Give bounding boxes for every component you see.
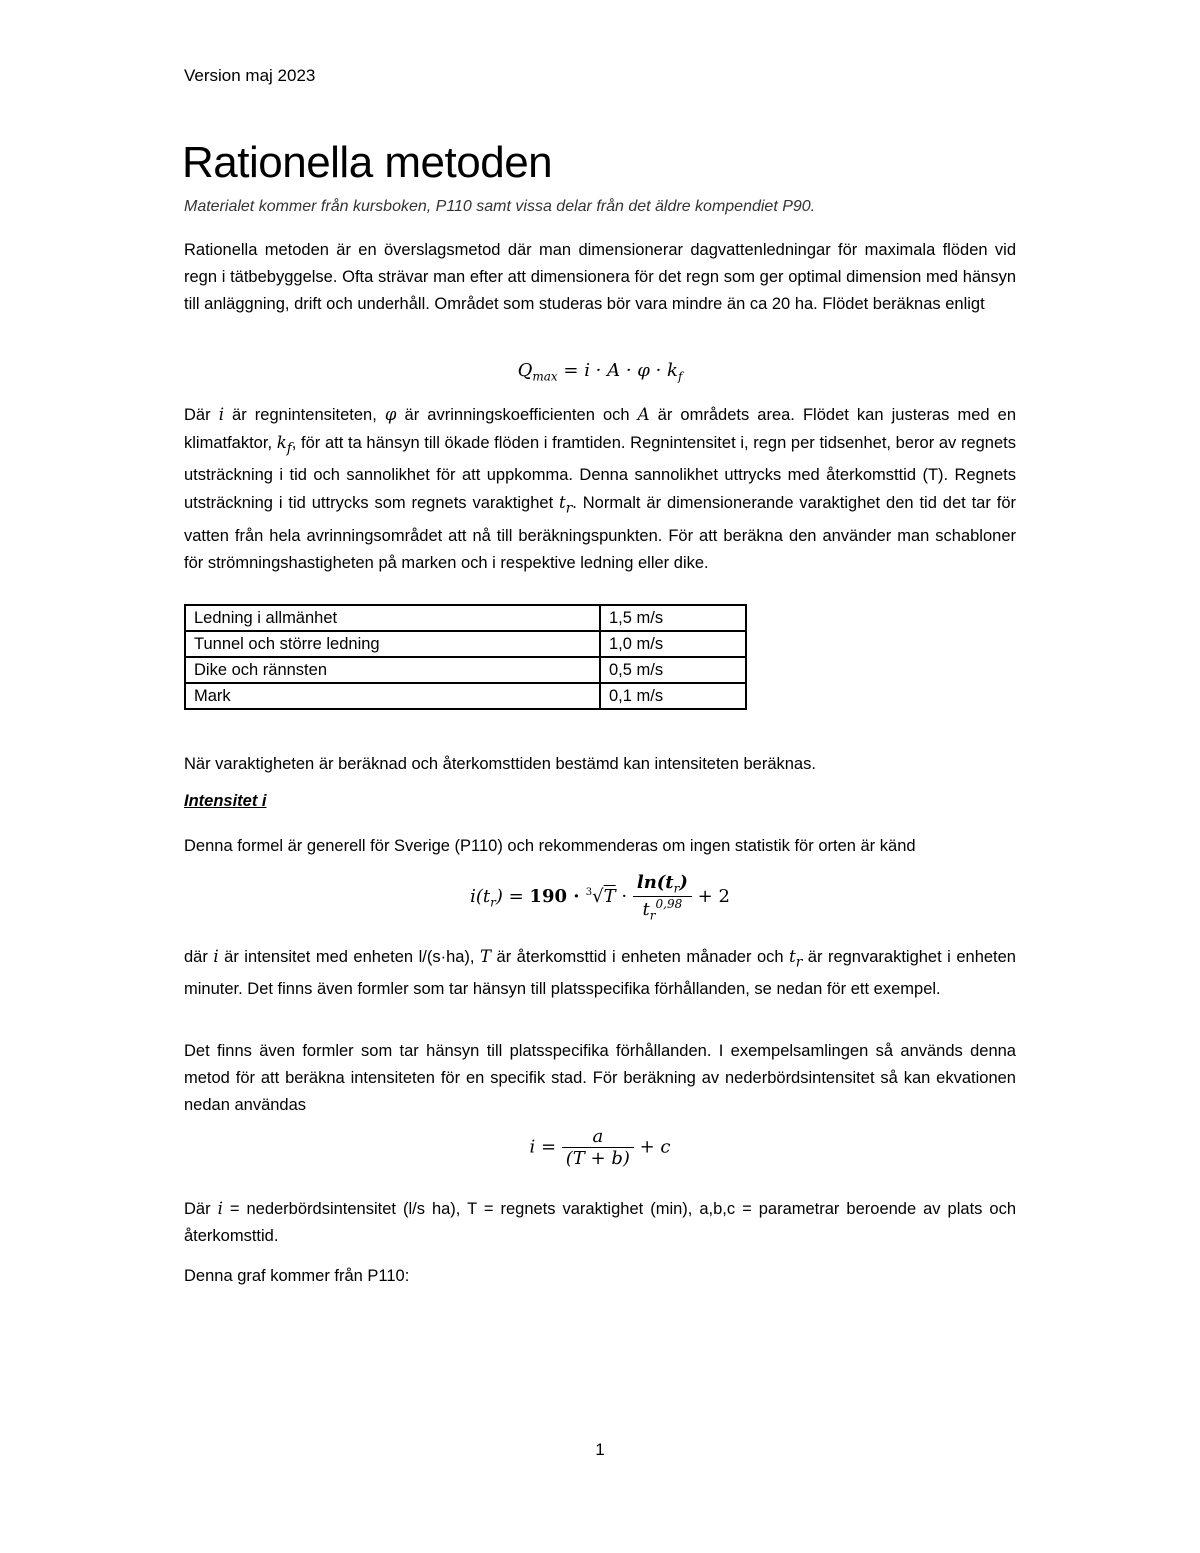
eq2-denominator (633, 897, 692, 923)
math-k: k (276, 433, 287, 452)
table-cell-label: Ledning i allmänhet (185, 605, 600, 631)
math-tr-sub: r (795, 954, 803, 971)
math-i: i (218, 405, 224, 424)
intensity-heading: Intensitet i (184, 792, 267, 810)
math-t: T (480, 947, 492, 966)
math-k-sub: f (286, 440, 292, 457)
eq2-num-end: ) (679, 872, 688, 893)
eq3-tail: + c (639, 1136, 671, 1158)
table-cell-value: 1,5 m/s (600, 605, 746, 631)
paragraph-site-specific: Det finns även formler som tar hänsyn till platsspecifika förhållanden. I exempelsamlingen så används denna metod för att beräkna intensiteten för en specifik stad. För beräkning av nederbördsintensitet så kan ekvationen nedan användas (184, 1042, 1016, 1114)
eq2-den: t (642, 898, 650, 920)
page-title: Rationella metoden (182, 138, 553, 187)
table-row (185, 631, 746, 657)
equation-qmax (0, 360, 1200, 384)
eq2-num-sub: r (673, 881, 680, 896)
equation-intensity (0, 872, 1200, 922)
text: . Normalt är dimensionerande varaktighet den tid det tar för vatten från hela avrinningsområdet att nå till beräkningspunkten. För att beräkna den använder man schabloner för strömningshastigheten på marken och i respektive ledning eller dike. (184, 494, 1016, 572)
eq2-fraction (633, 872, 692, 922)
table-cell-label: Tunnel och större ledning (185, 631, 600, 657)
paragraph-graph-source: Denna graf kommer från P110: (184, 1267, 410, 1285)
eq1-rhs: = i · A · φ · k (563, 360, 678, 381)
eq3-denominator: (T + b) (565, 1148, 630, 1169)
version-header: Version maj 2023 (184, 66, 316, 85)
math-phi: φ (384, 405, 397, 424)
equation-site-intensity (0, 1126, 1200, 1169)
eq2-t: T (603, 886, 616, 908)
text: är intensitet med enheten l/(s·ha), (218, 948, 480, 966)
table-cell-label: Dike och rännsten (185, 657, 600, 683)
eq2-root-index: 3 (585, 887, 593, 899)
eq2-coef: 190 · (529, 886, 586, 908)
math-tr: t (789, 947, 796, 966)
text: är regnintensiteten, (223, 406, 385, 424)
eq1-lhs-sub: max (532, 369, 558, 384)
subtitle: Materialet kommer från kursboken, P110 samt vissa delar från det äldre kompendiet P90. (184, 198, 816, 215)
text: är områdets area. Flödet kan justeras med en klimatfaktor, (184, 406, 1017, 452)
eq3-numerator: a (562, 1126, 634, 1148)
math-i: i (213, 947, 219, 966)
paragraph-parameters (184, 1195, 1016, 1250)
eq2-numerator (633, 872, 692, 897)
eq2-den-sup: 0,98 (655, 896, 683, 911)
page-number: 1 (595, 1440, 605, 1459)
text: Där (184, 406, 219, 424)
intro-paragraph: Rationella metoden är en överslagsmetod där man dimensionerar dagvattenledningar för maximala flöden vid regn i tätbebyggelse. Ofta strävar man efter att dimensionera för det regn som ger optimal dimension med hänsyn till anläggning, drift och underhåll. Området som studeras bör vara mindre än ca 20 ha. Flödet beräknas enligt (184, 241, 1016, 313)
math-i: i (217, 1199, 223, 1218)
eq2-dot: · (621, 886, 633, 908)
table-cell-value: 1,0 m/s (600, 631, 746, 657)
table-row (185, 683, 746, 709)
eq3-fraction (562, 1126, 634, 1169)
speed-table (184, 604, 747, 710)
eq3-lhs: i = (529, 1136, 562, 1158)
eq2-lhs-end: ) = (495, 886, 530, 908)
text: är återkomsttid i enheten månader och (491, 948, 790, 966)
text: , för att ta hänsyn till ökade flöden i framtiden. Regnintensitet i, regn per tidsenhet, beror av regnets utsträckning i tid och sannolikhet för att uppkomma. Denna sannolikhet uttrycks med återkomsttid (T). Regnets utsträckning i tid uttrycks som regnets varaktighet (184, 434, 1016, 513)
eq2-num: ln(t (636, 872, 674, 893)
eq1-lhs: Q (517, 360, 533, 381)
math-t-sub: r (565, 500, 573, 517)
math-a: A (637, 405, 650, 424)
paragraph-intensity-intro: När varaktigheten är beräknad och återkomsttiden bestämd kan intensiteten beräknas. (184, 755, 816, 773)
eq2-lhs: i(t (470, 886, 491, 908)
text: där (184, 948, 214, 966)
math-t: t (559, 493, 566, 513)
table-cell-value: 0,5 m/s (600, 657, 746, 683)
text: är avrinningskoefficienten och (396, 406, 638, 424)
eq2-tail: + 2 (697, 886, 730, 908)
eq2-lhs-sub: r (490, 895, 496, 910)
table-cell-label: Mark (185, 683, 600, 709)
paragraph-definitions (184, 401, 1016, 577)
text: = nederbördsintensitet (l/s ha), T = regnets varaktighet (min), a,b,c = parametrar beroende av plats och återkomsttid. (184, 1200, 1016, 1245)
eq1-rhs-sub: f (677, 369, 683, 384)
eq2-root-sign: √ (592, 886, 604, 908)
eq2-den-sub: r (649, 908, 656, 923)
paragraph-units (184, 943, 1016, 1003)
table-cell-value: 0,1 m/s (600, 683, 746, 709)
text: Där (184, 1200, 218, 1218)
table-row (185, 657, 746, 683)
paragraph-formula-general: Denna formel är generell för Sverige (P110) och rekommenderas om ingen statistik för orten är känd (184, 837, 916, 855)
table-row (185, 605, 746, 631)
text: är regnvaraktighet i enheten minuter. Det finns även formler som tar hänsyn till platsspecifika förhållanden, se nedan för ett exempel. (184, 948, 1016, 999)
